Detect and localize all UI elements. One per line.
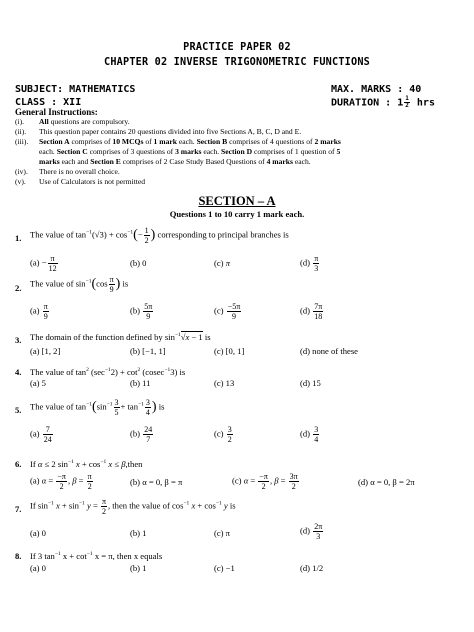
instruction-text-cont: each. Section C comprises of 3 questions of 3 marks each. Section D comprises of 1 question of 5 xyxy=(39,147,341,156)
duration-unit: hrs xyxy=(416,97,435,109)
instruction-item xyxy=(15,137,341,166)
question-number: 2. xyxy=(15,283,22,293)
question-number: 1. xyxy=(15,233,22,243)
option-c: (c) [0, 1] xyxy=(214,346,245,356)
option-a: (a) $\frac{\pi}{9}$ xyxy=(30,302,48,321)
max-marks-label: MAX. MARKS : 40 xyxy=(331,84,422,95)
question-text: If 3 $\tan^{-1} x + \cot^{-1} x = \pi$, then x equals xyxy=(30,551,163,561)
option-a: (a) − $\frac{\pi}{12}$ xyxy=(30,254,57,273)
option-a: (a) α = $\frac{-\pi}{2}$ , β = $\frac{\pi}{2}$ xyxy=(30,472,92,491)
question-text: The value of $\tan^2 (\sec^{-1}2) + \cot^2 (cosec^{-1}3)$ is xyxy=(30,367,186,377)
instruction-text: Section A comprises of 10 MCQs of 1 mark each. Section B comprises of 4 questions of 2 marks xyxy=(39,137,341,146)
option-a: (a) 0 xyxy=(30,563,46,573)
question-text: The value of $\tan^{-1}(√3) + \cos^{-1}(-$ $\frac{1}{2}$ ) corresponding to principal branches is xyxy=(30,226,289,245)
option-d: (d) $\frac{7\pi}{18}$ xyxy=(300,302,323,321)
option-d: (d) none of these xyxy=(300,346,358,356)
instruction-text: This question paper contains 20 questions divided into five Sections A, B, C, D and E. xyxy=(39,127,302,136)
option-d: (d) $\frac{\pi}{3}$ xyxy=(300,254,319,273)
option-c: (c) π xyxy=(214,258,231,268)
question-text: The domain of the function defined by $\sin^{-1}√x - 1$ is xyxy=(30,332,211,342)
option-b: (b) α = 0, β = π xyxy=(130,477,183,487)
option-d: (d) $\frac{3}{4}$ xyxy=(300,425,319,444)
option-d: (d) 1/2 xyxy=(300,563,324,573)
option-d: (d) $\frac{2\pi}{3}$ xyxy=(300,522,323,541)
option-c: (c) α = $\frac{-\pi}{2}$ , β = $\frac{3\pi}{2}$ xyxy=(232,472,298,491)
subject-label: SUBJECT: MATHEMATICS xyxy=(15,84,136,95)
option-a: (a) 0 xyxy=(30,528,46,538)
instruction-item xyxy=(15,167,120,176)
option-a: (a) $\frac{7}{24}$ xyxy=(30,425,52,444)
option-c: (c) $\frac{3}{2}$ xyxy=(214,425,232,444)
option-b: (b) 0 xyxy=(130,258,147,268)
duration-fraction xyxy=(404,96,410,109)
duration-frac-den: 2 xyxy=(405,102,409,109)
question-number: 3. xyxy=(15,335,22,345)
duration-frac-num: 1 xyxy=(405,95,409,102)
instructions-title: General Instructions: xyxy=(15,107,98,117)
duration-text: DURATION : 1 xyxy=(331,97,404,109)
chapter-title: CHAPTER 02 INVERSE TRIGONOMETRIC FUNCTIONS xyxy=(103,57,370,68)
option-d: (d) 15 xyxy=(300,378,321,388)
section-subtitle: Questions 1 to 10 carry 1 mark each. xyxy=(169,209,305,219)
option-b: (b) 1 xyxy=(130,528,147,538)
question-number: 7. xyxy=(15,504,22,514)
option-b: (b) $\frac{24}{7}$ xyxy=(130,425,153,444)
instruction-text-cont: marks each and Section E comprises of 2 Case Study Based Questions of 4 marks each. xyxy=(39,157,311,166)
option-d: (d) α = 0, β = 2π xyxy=(358,477,415,487)
question-number: 5. xyxy=(15,405,22,415)
option-b: (b) 11 xyxy=(130,378,151,388)
instruction-bold: All xyxy=(39,117,49,126)
instruction-number: (i). xyxy=(15,117,25,126)
instruction-item xyxy=(15,117,130,126)
option-a: (a) 5 xyxy=(30,378,46,388)
question-text: The value of $\sin^{-1}(\cos$ $\frac{\pi}{9}$ ) is xyxy=(30,275,129,294)
instruction-text: There is no overall choice. xyxy=(39,167,120,176)
option-b: (b) [−1, 1] xyxy=(130,346,166,356)
option-b: (b) 1 xyxy=(130,563,147,573)
option-c: (c) π xyxy=(214,528,231,538)
question-text: The value of $\tan^{-1}(\sin^{-1}$ $\frac{3}{5}$ + $\tan^{-1}$ $\frac{3}{4}$ ) is xyxy=(30,398,165,417)
instruction-text: Use of Calculators is not permitted xyxy=(39,177,146,186)
question-text: If α ≤ 2 $\sin^{-1} x + \cos^{-1} x$ ≤ β,then xyxy=(30,459,143,469)
instruction-number: (iii). xyxy=(15,137,29,146)
duration-label xyxy=(331,96,435,109)
option-c: (c) $\frac{-5\pi}{9}$ xyxy=(214,302,241,321)
instruction-number: (iv). xyxy=(15,167,28,176)
instruction-number: (v). xyxy=(15,177,26,186)
question-number: 8. xyxy=(15,551,22,561)
instruction-number: (ii). xyxy=(15,127,27,136)
option-c: (c) −1 xyxy=(214,563,235,573)
question-number: 4. xyxy=(15,367,22,377)
option-b: (b) $\frac{5\pi}{9}$ xyxy=(130,302,153,321)
instruction-text: questions are compulsory. xyxy=(48,117,130,126)
option-c: (c) 13 xyxy=(214,378,235,388)
section-title: SECTION – A xyxy=(198,194,276,208)
class-label: CLASS : XII xyxy=(15,97,82,108)
question-text: If $\sin^{-1} x + \sin^{-1} y$ = $\frac{\pi}{2}$ , then the value of $\cos^{-1} x + \cos^{-1} y$ is xyxy=(30,497,236,516)
question-number: 6. xyxy=(15,459,22,469)
option-a: (a) [1, 2] xyxy=(30,346,61,356)
paper-title: PRACTICE PAPER 02 xyxy=(183,42,291,53)
instruction-item xyxy=(15,127,302,136)
instruction-item xyxy=(15,177,146,186)
